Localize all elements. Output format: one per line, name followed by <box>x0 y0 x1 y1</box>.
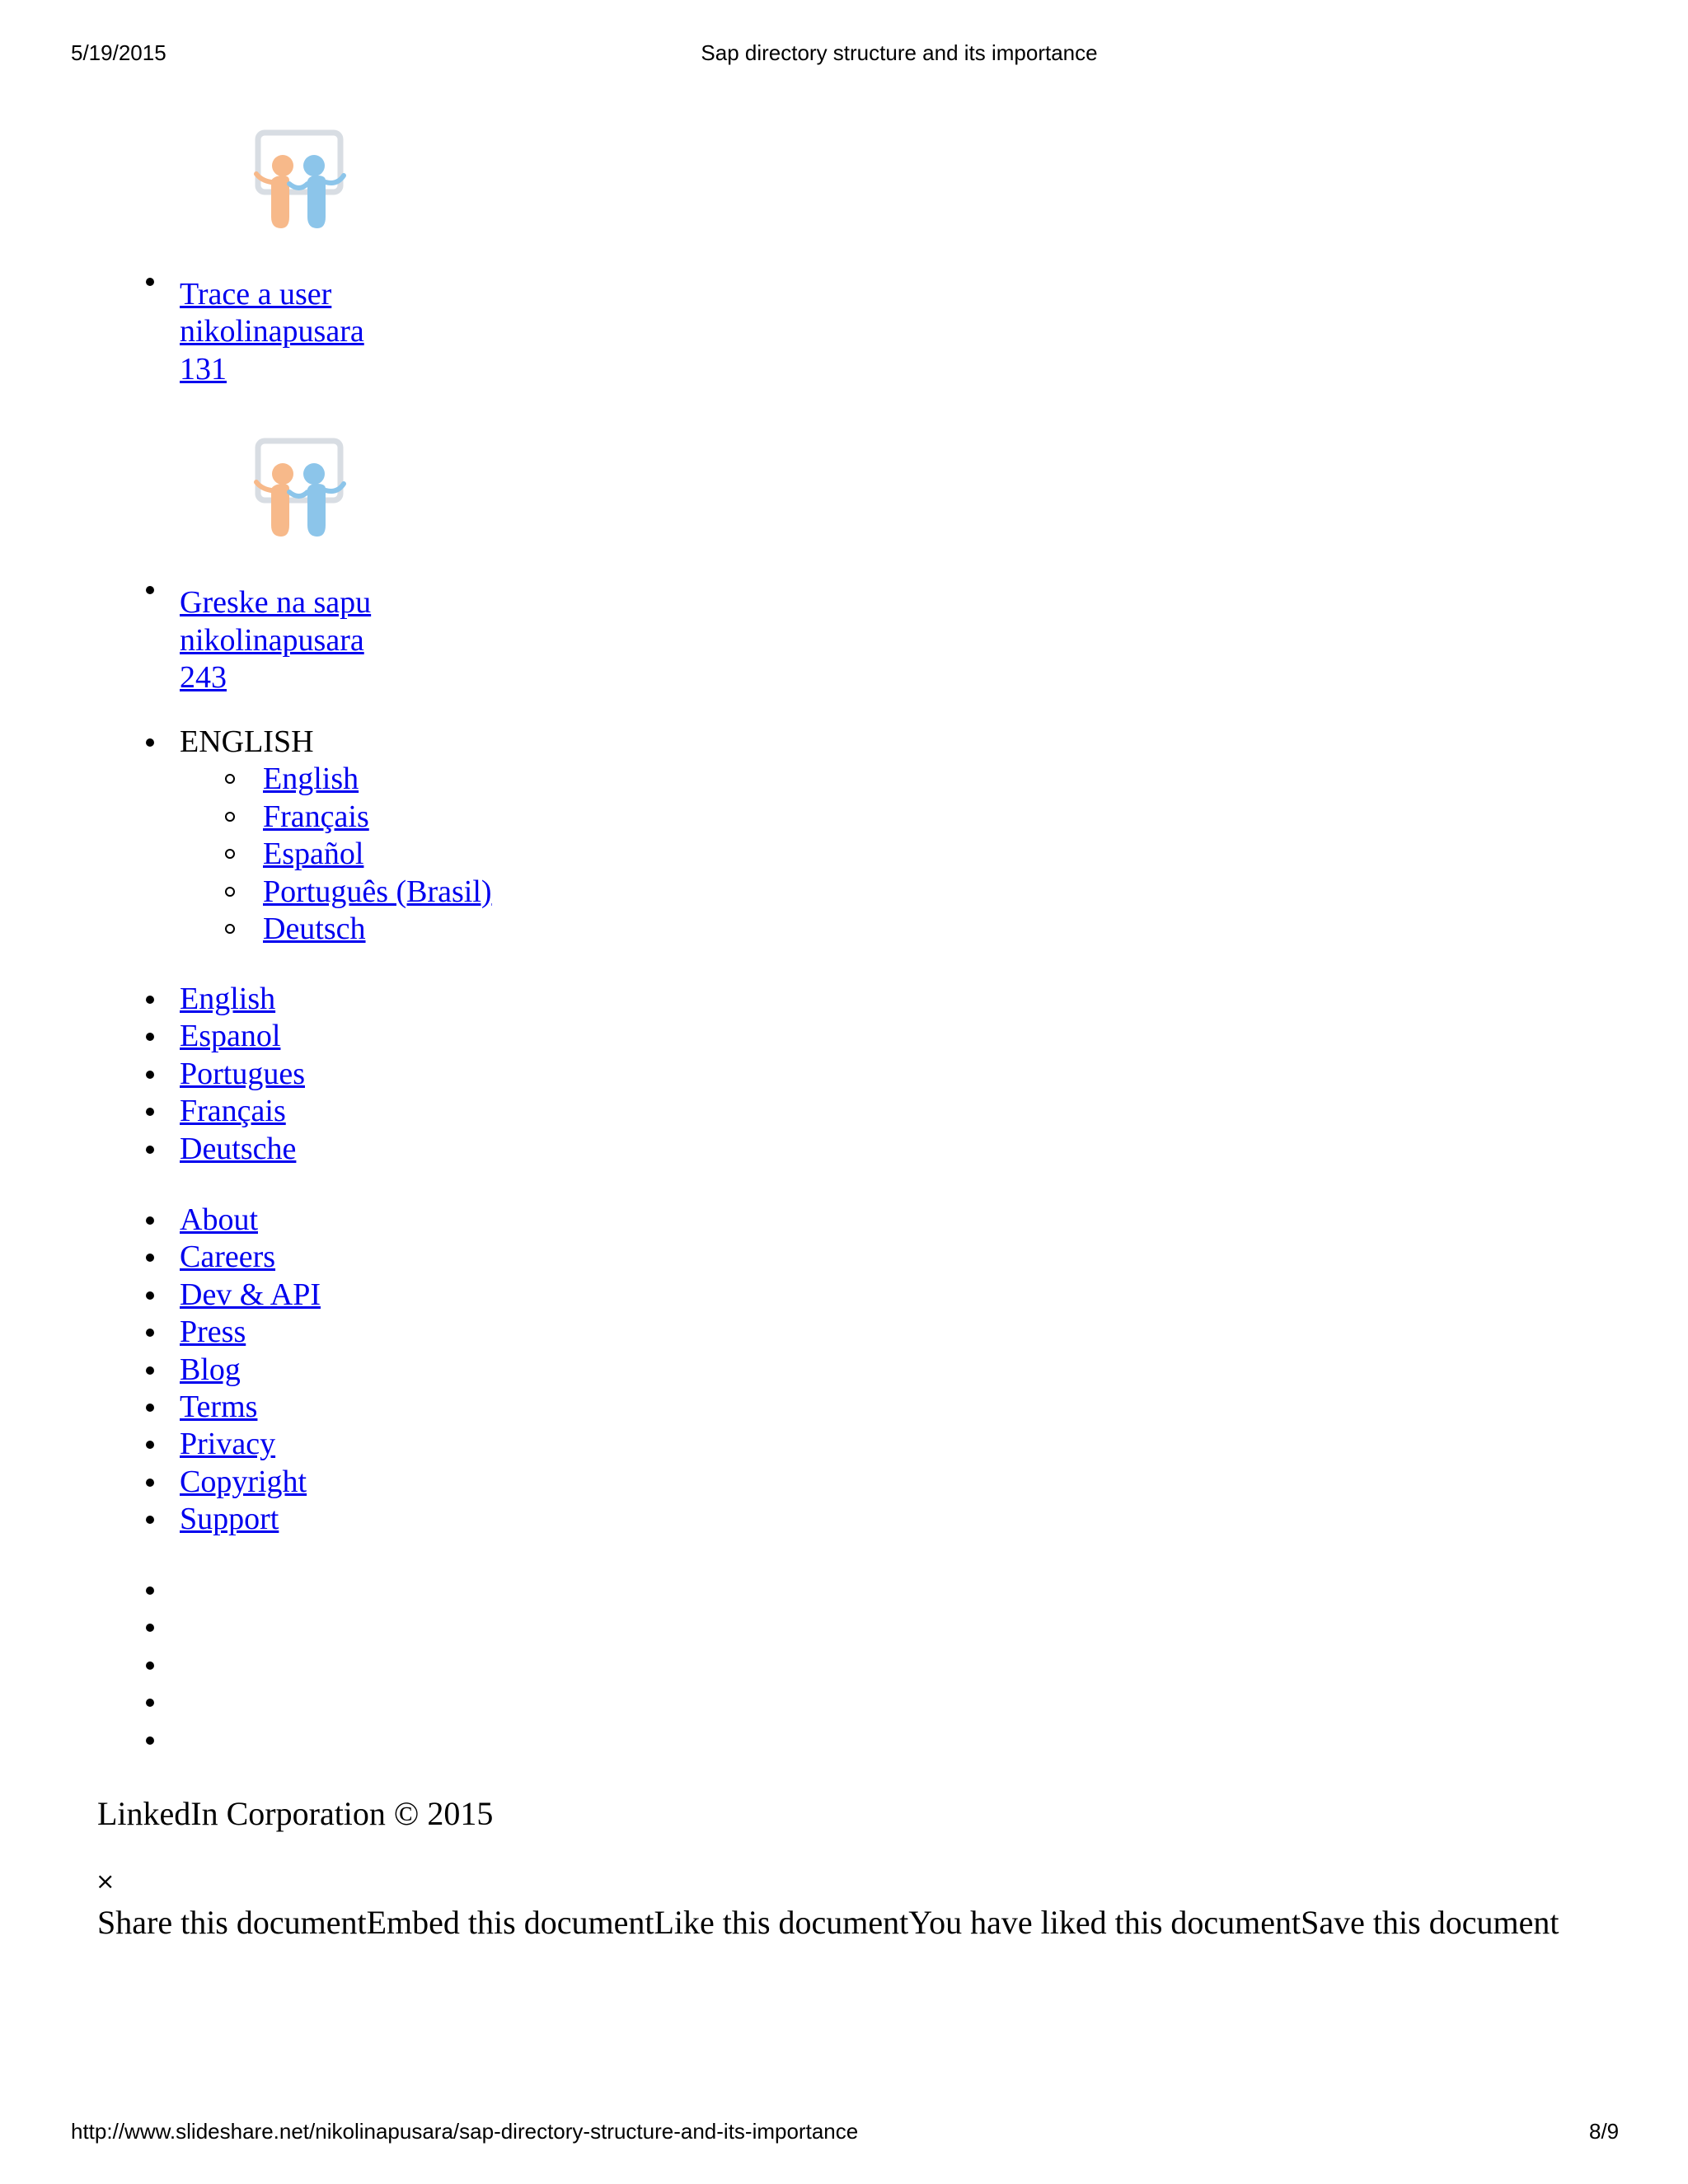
document-actions <box>97 1904 1559 1942</box>
press-link[interactable]: Press <box>180 1315 246 1350</box>
footer-language-english[interactable]: English <box>180 982 276 1016</box>
social-links-list <box>115 1572 180 1759</box>
save-document-action[interactable]: Save this document <box>1301 1904 1559 1941</box>
print-date: 5/19/2015 <box>71 40 166 65</box>
embed-document-action[interactable]: Embed this document <box>366 1904 654 1941</box>
footer-language-item <box>115 981 305 1018</box>
slideshare-logo-icon <box>248 436 355 543</box>
company-link-item <box>115 1389 321 1426</box>
slideshare-logo-icon <box>248 128 355 235</box>
company-link-item <box>115 1352 321 1389</box>
language-option <box>180 799 492 836</box>
language-option <box>180 836 492 873</box>
footer-language-german[interactable]: Deutsche <box>180 1131 297 1166</box>
company-link-item <box>115 1239 321 1276</box>
print-page-number: 8/9 <box>1589 2119 1620 2144</box>
company-links-list <box>115 1202 321 1539</box>
dev-api-link[interactable]: Dev & API <box>180 1277 321 1312</box>
language-option-english[interactable]: English <box>263 762 359 797</box>
liked-document-status: You have liked this document <box>908 1904 1301 1941</box>
like-document-action[interactable]: Like this document <box>654 1904 909 1941</box>
language-option <box>180 761 492 798</box>
about-link[interactable]: About <box>180 1202 258 1237</box>
footer-language-item <box>115 1018 305 1055</box>
language-option-portuguese[interactable]: Português (Brasil) <box>263 874 492 909</box>
related-views-link[interactable]: 131 <box>180 351 227 387</box>
company-link-item <box>115 1464 321 1501</box>
language-option-spanish[interactable]: Español <box>263 837 364 872</box>
print-url: http://www.slideshare.net/nikolinapusara/sap-directory-structure-and-its-importance <box>71 2119 859 2144</box>
footer-language-item <box>115 1056 305 1093</box>
related-title-link[interactable]: Trace a user <box>180 277 332 312</box>
company-link-item <box>115 1426 321 1463</box>
language-menu-item[interactable] <box>115 724 492 948</box>
company-link-item <box>115 1314 321 1351</box>
related-author-link[interactable]: nikolinapusara <box>180 314 364 349</box>
footer-language-item <box>115 1093 305 1130</box>
related-item <box>115 128 371 388</box>
language-option-german[interactable]: Deutsch <box>263 912 366 947</box>
blog-link[interactable]: Blog <box>180 1352 241 1387</box>
copyright-link[interactable]: Copyright <box>180 1464 307 1499</box>
related-views-link[interactable]: 243 <box>180 660 227 696</box>
related-item <box>115 436 371 696</box>
social-link-item[interactable] <box>115 1572 180 1609</box>
close-icon[interactable]: × <box>96 1868 115 1895</box>
print-title: Sap directory structure and its importance <box>701 40 1098 65</box>
language-options <box>180 761 492 948</box>
support-link[interactable]: Support <box>180 1502 279 1537</box>
social-link-item[interactable] <box>115 1684 180 1721</box>
footer-languages-list <box>115 981 305 1168</box>
related-author-link[interactable]: nikolinapusara <box>180 622 364 658</box>
company-link-item <box>115 1501 321 1538</box>
careers-link[interactable]: Careers <box>180 1240 276 1275</box>
language-option <box>180 911 492 948</box>
footer-language-portuguese[interactable]: Portugues <box>180 1056 305 1091</box>
company-link-item <box>115 1202 321 1239</box>
footer-language-french[interactable]: Français <box>180 1094 286 1129</box>
language-menu-label[interactable]: ENGLISH <box>180 724 314 759</box>
terms-link[interactable]: Terms <box>180 1390 258 1425</box>
related-documents-list <box>115 122 371 696</box>
privacy-link[interactable]: Privacy <box>180 1427 276 1462</box>
company-link-item <box>115 1277 321 1314</box>
social-link-item[interactable] <box>115 1722 180 1759</box>
language-option <box>180 874 492 911</box>
footer-language-spanish[interactable]: Espanol <box>180 1019 281 1054</box>
language-option-french[interactable]: Français <box>263 799 369 834</box>
social-link-item[interactable] <box>115 1647 180 1684</box>
language-menu <box>115 724 492 948</box>
copyright-notice: LinkedIn Corporation © 2015 <box>97 1795 494 1832</box>
social-link-item[interactable] <box>115 1609 180 1646</box>
share-document-action[interactable]: Share this document <box>97 1904 367 1941</box>
footer-language-item <box>115 1131 305 1168</box>
related-title-link[interactable]: Greske na sapu <box>180 585 372 621</box>
